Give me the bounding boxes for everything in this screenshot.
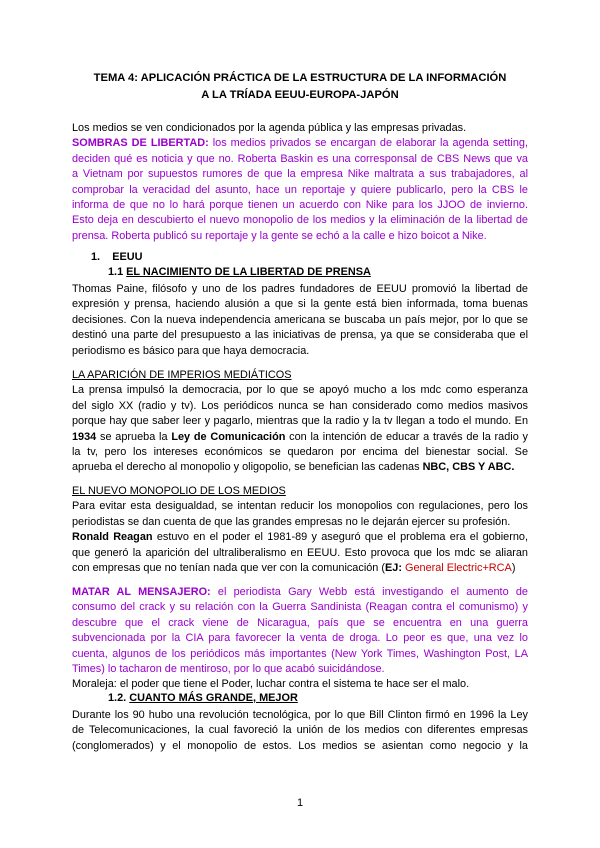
paragraph-line: Para evitar esta desigualdad, se intentan reducir los monopolios con regulaciones, pero los (72, 500, 528, 513)
paragraph-line: decisiones. Con la nueva independencia americana se buscaba un país mejor, por lo que se (72, 313, 528, 326)
sombras-line: prensa. Roberta publicó su reportaje y la gente se echó a la calle e hizo boicot a Nike. (72, 229, 487, 242)
paragraph-line: Thomas Paine, filósofo y uno de los padres fundadores de EEUU promovió la libertad de (72, 283, 528, 295)
sombras-line: comprobar la veracidad del asunto, hace un reportaje y quiere publicarlo, pero la CBS le (72, 183, 528, 196)
cuanto-mas-grande-paragraph (72, 708, 528, 754)
matar-line: Times) lo tacharon de mentiroso, por lo que acabó suicidándose. (72, 663, 385, 676)
title-line-1: TEMA 4: APLICACIÓN PRÁCTICA DE LA ESTRUCTURA DE LA INFORMACIÓN (93, 72, 507, 84)
matar-label: MATAR AL MENSAJERO: (72, 586, 211, 598)
matar-mensajero-block (72, 585, 528, 693)
paragraph-line: 1934 se aprueba la Ley de Comunicación con la intención de educar a través de la radio y (72, 430, 528, 443)
document-title (70, 70, 530, 104)
intro-block (72, 121, 528, 244)
title-line-2: A LA TRÍADA EEUU-EUROPA-JAPÓN (201, 89, 399, 101)
libertad-prensa-paragraph (72, 282, 528, 359)
paragraph-line: la tv, pero los intereses económicos se quedaron por encima del bienestar social. Se (72, 446, 528, 459)
intro-line: Los medios se ven condicionados por la agenda pública y las empresas privadas. (72, 122, 467, 134)
paragraph-line: de Telecomunicaciones, la cual favoreció la unión de los medios con diferentes empresas (72, 724, 528, 737)
paragraph-line: periodistas se dan cuenta de que las grandes empresas no le dejarán ejercer su profesión. (72, 515, 511, 528)
sombras-line: deciden qué es noticia y que no. Roberta Baskin es una corresponsal de CBS News que va (72, 152, 528, 165)
paragraph-line: (conglomerados) y el monopolio de estos. Los medios se asientan como negocio y la (72, 739, 528, 752)
paragraph-line: Durante los 90 hubo una revolución tecnológica, por lo que Bill Clinton firmó en 1996 la Ley (72, 709, 528, 721)
paragraph-line: aprueba el derecho al monopolio y oligopolio, se benefician las cadenas NBC, CBS Y ABC. (72, 461, 515, 474)
sombras-line: a Vietnam por supuestos rumores de que la empresa Nike maltrata a sus trabajadores, al (72, 168, 528, 181)
imperios-block (72, 368, 528, 476)
matar-line-1: MATAR AL MENSAJERO: el periodista Gary Webb está investigando el aumento de (72, 586, 528, 598)
paragraph-line: del siglo XX (radio y tv). Los periódicos nunca se han considerado como medios masivos (72, 399, 528, 412)
matar-line: consumo del crack y su relación con la Guerra Sandinista (Reagan contra el comunismo) y (72, 601, 528, 614)
matar-line: subvencionada por la CIA para favorecer la venta de droga. Lo peor es que, una vez lo (72, 632, 528, 645)
subsection-heading-1-1: 1.1 EL NACIMIENTO DE LA LIBERTAD DE PRENSA (108, 266, 371, 278)
page-number: 1 (296, 797, 304, 809)
paragraph-line: expresión y prensa, haciendo alusión a que si la gente está bien informada, toma buenas (72, 298, 528, 311)
sombras-label: SOMBRAS DE LIBERTAD: (72, 137, 209, 150)
paragraph-line: porque hay que saber leer y pagarlo, mientras que la radio y la tv llegan a todo el mundo. En (72, 415, 528, 428)
imperios-heading: LA APARICIÓN DE IMPERIOS MEDIÁTICOS (72, 369, 292, 381)
paragraph-line: que generó la aparición del ultraliberalismo en EEUU. Esto provoca que los mdc se aliaran (72, 546, 528, 559)
matar-line: cuenta, algunos de los periódicos más importantes (New York Times, Washington Post, LA (72, 647, 528, 660)
monopolio-block (72, 484, 528, 576)
paragraph-line: Ronald Reagan estuvo en el poder el 1981-89 y aseguró que el problema era el gobierno, (72, 531, 528, 544)
monopolio-heading: EL NUEVO MONOPOLIO DE LOS MEDIOS (72, 485, 286, 497)
paragraph-line: con empresas que no tenían nada que ver con la comunicación (EJ: General Electric+RCA) (72, 562, 516, 575)
sombras-line: informa de que no lo hará porque tienen un acuerdo con Nike para los JJOO de invierno. (72, 199, 528, 212)
subsection-heading-1-2: 1.2. CUANTO MÁS GRANDE, MEJOR (108, 692, 298, 704)
paragraph-line: periodismo es básico para que haya democracia. (72, 344, 310, 357)
moraleja-line: Moraleja: el poder que tiene el Poder, luchar contra el sistema te hace ser el malo. (72, 678, 470, 691)
section-heading-eeuu: 1. EEUU (91, 251, 143, 263)
sombras-line-1: SOMBRAS DE LIBERTAD: los medios privados se encargan de elaborar la agenda setting, (72, 137, 528, 150)
paragraph-line: destinó una parte del presupuesto a las iniciativas de prensa, ya que se consideraba que el (72, 329, 528, 342)
matar-line: descubre que el crack viene de Nicaragua, país que se encuentra en una guerra (72, 616, 528, 629)
sombras-line: Esto deja en descubierto el nuevo monopolio de los medios y la eliminación de la libertad de (72, 214, 528, 227)
paragraph-line: La prensa impulsó la democracia, por lo que se apoyó mucho a los mdc como esperanza (72, 384, 528, 397)
